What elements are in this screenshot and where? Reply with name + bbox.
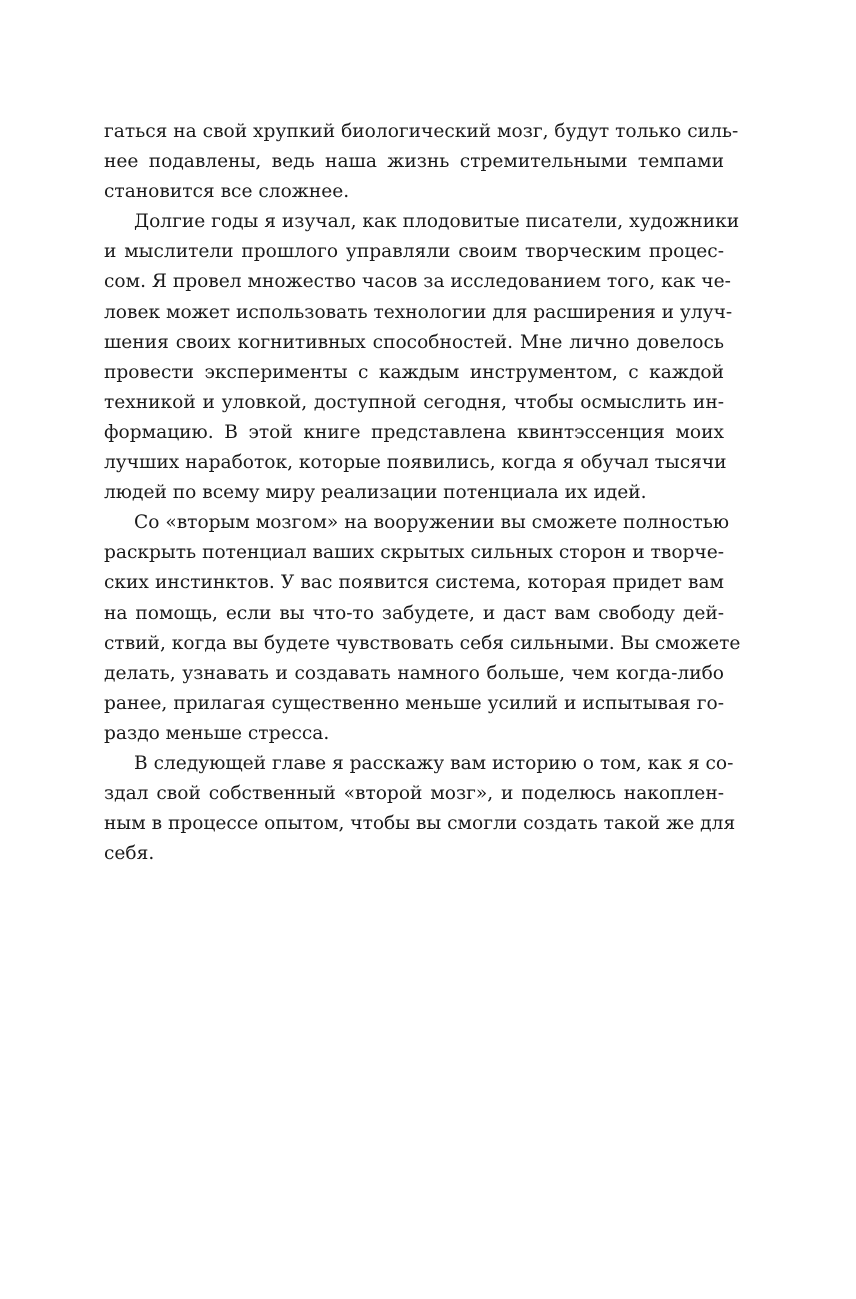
text-line: В следующей главе я расскажу вам историю о том, как я со- [134,752,734,774]
text-line: и мыслители прошлого управляли своим творческим процес- [104,241,724,263]
text-line: ских инстинктов. У вас появится система, которая придет вам [104,572,724,594]
text-line: ранее, прилагая существенно меньше усилий и испытывая го- [104,692,724,714]
text-line: шения своих когнитивных способностей. Мне лично довелось [104,331,724,353]
text-line: Со «вторым мозгом» на вооружении вы сможете полностью [134,512,730,534]
text-line: гаться на свой хрупкий биологический мозг, будут только силь- [104,121,739,142]
text-line: здал свой собственный «второй мозг», и поделюсь накоплен- [104,783,724,805]
text-line: лучших наработок, которые появились, когда я обучал тысячи [104,452,727,474]
text-line: людей по всему миру реализации потенциала их идей. [104,482,647,504]
text-line: раскрыть потенциал ваших скрытых сильных сторон и творче- [104,542,724,564]
text-line: себя. [104,843,155,865]
text-line: нее подавлены, ведь наша жизнь стремительными темпами [104,151,724,173]
text-line: становится все сложнее. [104,181,350,203]
text-line: ным в процессе опытом, чтобы вы смогли создать такой же для [104,813,736,835]
text-line: на помощь, если вы что-то забудете, и даст вам свободу дей- [104,602,724,624]
text-line: делать, узнавать и создавать намного больше, чем когда-либо [104,662,724,684]
text-line: формацию. В этой книге представлена квинтэссенция моих [104,421,724,443]
text-line: провести эксперименты с каждым инструментом, с каждой [104,361,724,383]
text-line: Долгие годы я изучал, как плодовитые писатели, художники [134,211,740,233]
text-line: ловек может использовать технологии для расширения и улуч- [104,301,733,323]
text-line: сом. Я провел множество часов за исследованием того, как че- [104,271,731,293]
text-line: ствий, когда вы будете чувствовать себя сильными. Вы сможете [104,632,741,654]
text-line: техникой и уловкой, доступной сегодня, чтобы осмыслить ин- [104,391,724,413]
body-text [104,117,741,869]
text-line: раздо меньше стресса. [104,722,330,744]
